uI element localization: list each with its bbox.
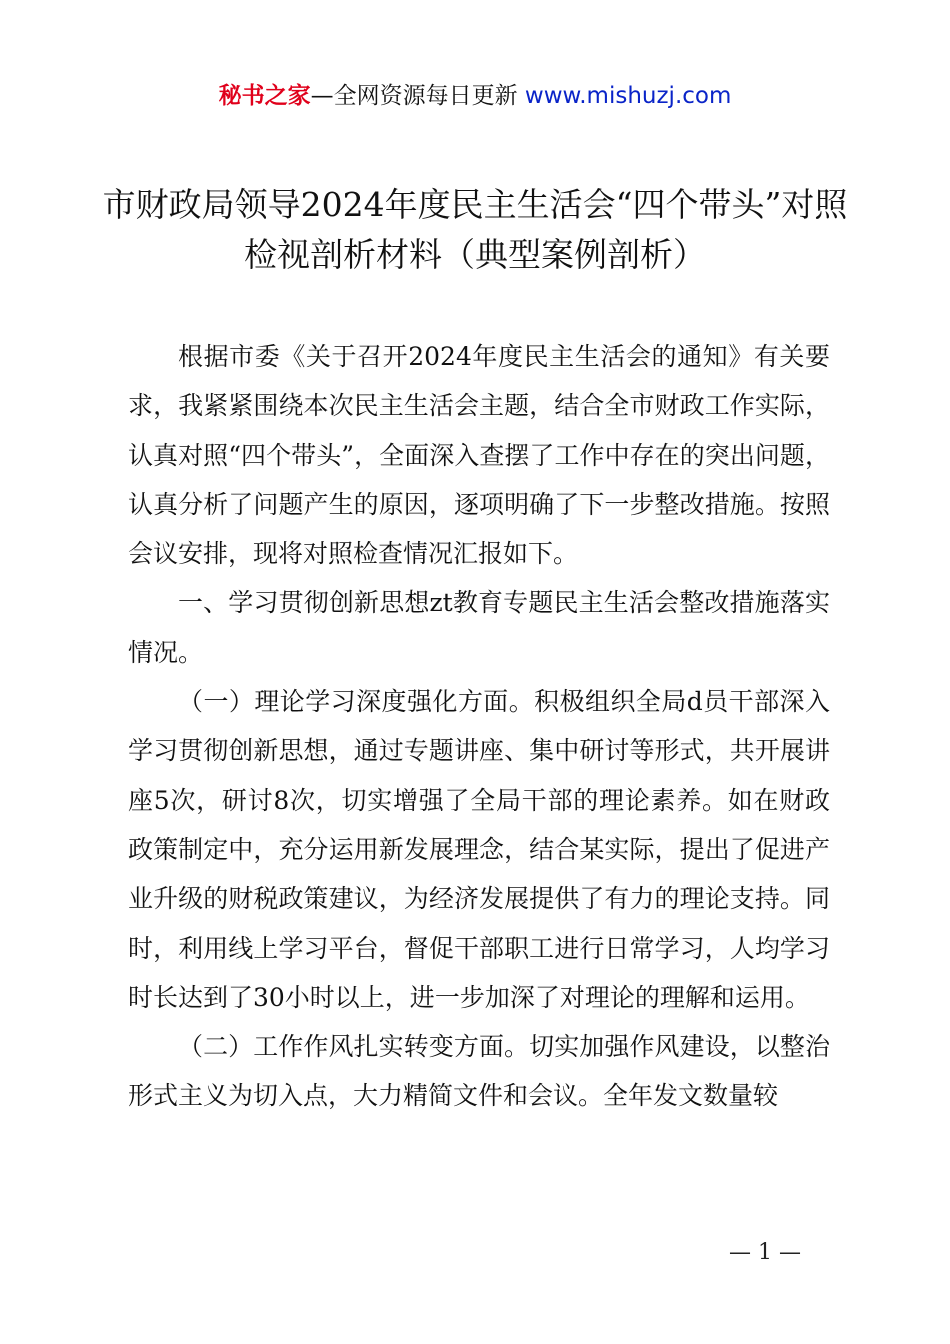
site-brand: 秘书之家 — [218, 83, 311, 109]
section-heading-1: 一、学习贯彻创新思想zt教育专题民主生活会整改措施落实情况。 — [128, 588, 830, 667]
intro-paragraph: 根据市委《关于召开2024年度民主生活会的通知》有关要求，我紧紧围绕本次民主生活会主题，结合全市财政工作实际，认真对照“四个带头”，全面深入查摆了工作中存在的突出问题，认真分析了问题产生的原因，逐项明确了下一步整改措施。按照会议安排，现将对照检查情况汇报如下。 — [128, 342, 830, 569]
site-tagline: —全网资源每日更新 — [310, 83, 518, 109]
site-url-link[interactable]: www.mishuzj.com — [524, 83, 732, 109]
page-number: — 1 — — [729, 1240, 801, 1265]
document-body — [128, 332, 830, 1121]
document-title: 市财政局领导2024年度民主生活会“四个带头”对照检视剖析材料（典型案例剖析） — [102, 185, 848, 274]
site-banner — [0, 78, 950, 114]
subsection-work-style: （二）工作作风扎实转变方面。切实加强作风建设，以整治形式主义为切入点，大力精简文件和会议。全年发文数量较 — [128, 1032, 830, 1111]
subsection-theory-study: （一）理论学习深度强化方面。积极组织全局d员干部深入学习贯彻创新思想，通过专题讲座、集中研讨等形式，共开展讲座5次，研讨8次，切实增强了全局干部的理论素养。如在财政政策制定中，充分运用新发展理念，结合某实际，提出了促进产业升级的财税政策建议，为经济发展提供了有力的理论支持。同时，利用线上学习平台，督促干部职工进行日常学习，人均学习时长达到了30小时以上，进一步加深了对理论的理解和运用。 — [128, 687, 830, 1012]
